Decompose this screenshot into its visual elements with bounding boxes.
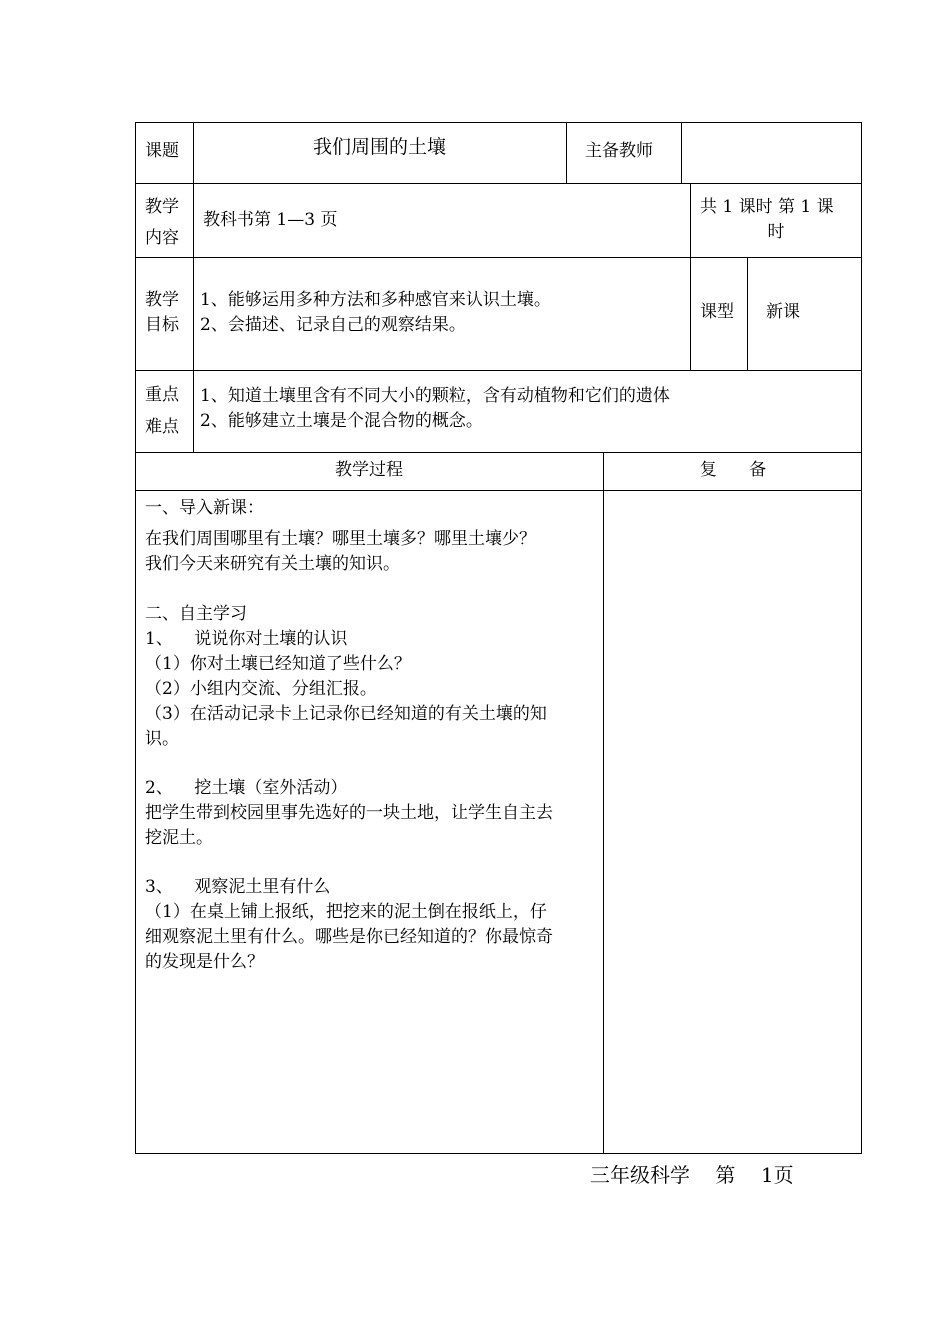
row-divider-1 [135,183,862,184]
process-line-2: 在我们周围哪里有土壤？哪里土壤多？哪里土壤少？ [145,529,536,549]
process-line-18: 细观察泥土里有什么。哪些是你已经知道的？你最惊奇 [145,927,553,947]
page-footer: 三年级科学 第 1页 [590,1163,794,1187]
review-column-divider [603,452,604,1154]
content-label-line1: 教学 [145,197,179,217]
periods-line2: 时 [767,222,785,242]
periods-column-divider [690,183,691,371]
topic-label: 课题 [145,141,179,161]
process-line-8: （2）小组内交流、分组汇报。 [145,679,377,699]
objective-line-2: 2、会描述、记录自己的观察结果。 [200,315,466,335]
objectives-label-line2: 目标 [145,315,179,335]
row-divider-5 [135,490,862,491]
lesson-type-label: 课型 [700,302,734,322]
topic-title: 我们周围的土壤 [312,136,446,158]
teacher-column-divider [681,122,682,184]
content-value: 教科书第 1—3 页 [203,210,338,230]
process-line-17: （1）在桌上铺上报纸，把挖来的泥土倒在报纸上，仔 [145,902,547,922]
process-line-1: 一、导入新课： [145,498,264,518]
process-line-3: 我们今天来研究有关土壤的知识。 [145,554,400,574]
periods-line1: 共 1 课时 第 1 课 [700,197,834,217]
content-label-line2: 内容 [145,228,179,248]
type-column-divider [747,257,748,371]
teaching-process-header: 教学过程 [335,460,403,480]
lead-teacher-label: 主备教师 [585,141,653,161]
process-line-19: 的发现是什么？ [145,952,264,972]
process-line-5: 二、自主学习 [145,604,247,624]
title-column-divider [566,122,567,184]
process-line-16: 3、 观察泥土里有什么 [145,877,331,897]
process-line-6: 1、 说说你对土壤的认识 [145,629,348,649]
row-divider-2 [135,257,862,258]
process-line-14: 挖泥土。 [145,828,213,848]
key-points-label-line2: 难点 [145,417,179,437]
process-line-13: 把学生带到校园里事先选好的一块土地，让学生自主去 [145,803,553,823]
row-divider-4 [135,452,862,453]
objective-line-1: 1、能够运用多种方法和多种感官来认识土壤。 [200,290,551,310]
process-line-12: 2、 挖土壤（室外活动） [145,778,348,798]
label-column-divider [193,122,194,453]
key-point-line-2: 2、能够建立土壤是个混合物的概念。 [200,411,483,431]
review-header: 复 备 [699,460,767,480]
key-points-label-line1: 重点 [145,385,179,405]
key-point-line-1: 1、知道土壤里含有不同大小的颗粒，含有动植物和它们的遗体 [200,386,670,406]
row-divider-3 [135,370,862,371]
process-line-9: （3）在活动记录卡上记录你已经知道的有关土壤的知 [145,704,547,724]
process-line-7: （1）你对土壤已经知道了些什么？ [145,654,411,674]
objectives-label-line1: 教学 [145,290,179,310]
lesson-type-value: 新课 [766,302,800,322]
process-line-10: 识。 [145,729,179,749]
